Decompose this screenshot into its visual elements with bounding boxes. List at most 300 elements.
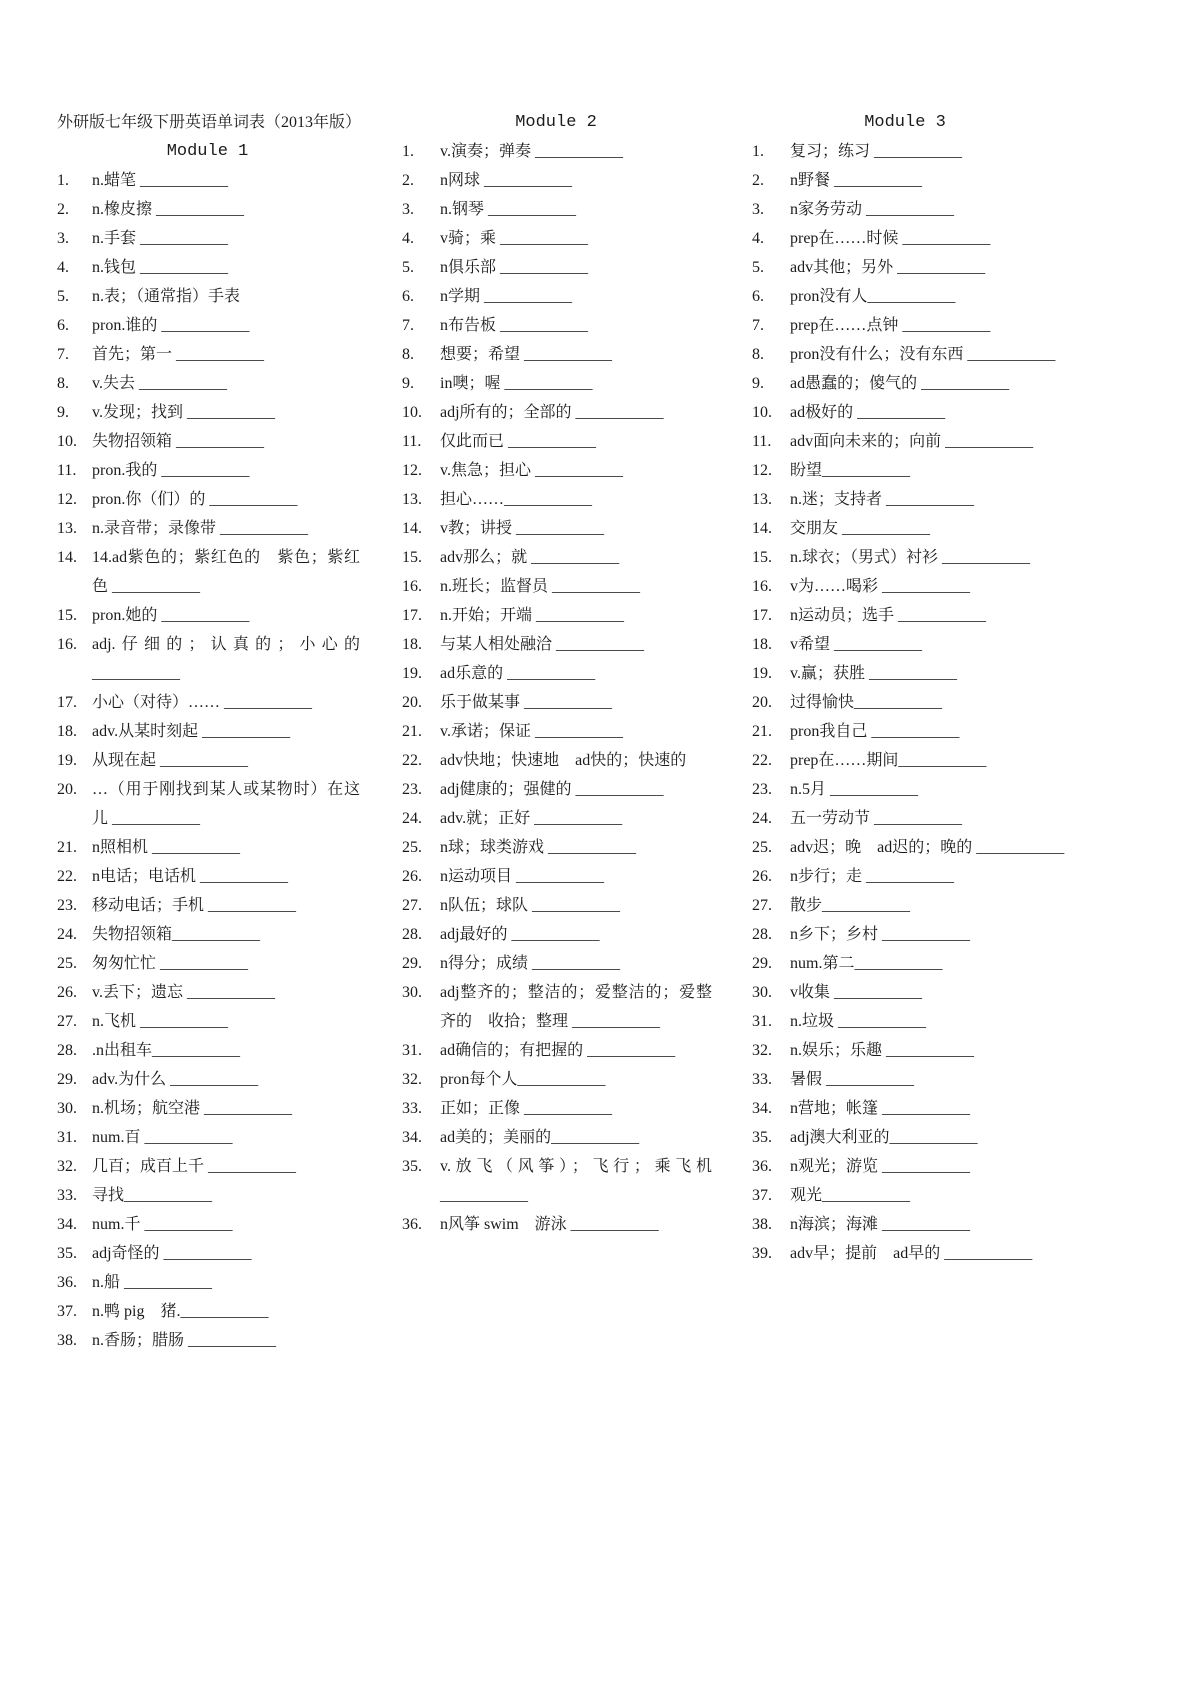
item-text: n.香肠；腊肠 ___________ xyxy=(92,1332,277,1349)
item-number: 2. xyxy=(752,172,764,189)
item-number: 4. xyxy=(752,230,764,247)
word-item xyxy=(750,398,1090,427)
word-item xyxy=(750,1094,1090,1123)
item-number: 23. xyxy=(57,897,77,914)
item-number: 7. xyxy=(402,317,414,334)
item-text: prep在……期间___________ xyxy=(790,752,987,769)
item-number: 17. xyxy=(57,694,77,711)
item-number: 36. xyxy=(752,1158,772,1175)
item-number: 11. xyxy=(402,433,422,450)
item-text: 仅此而已 ___________ xyxy=(440,433,597,450)
word-item xyxy=(55,369,360,398)
word-item xyxy=(400,949,712,978)
item-number: 36. xyxy=(57,1274,77,1291)
item-text: adj奇怪的 ___________ xyxy=(92,1245,252,1262)
item-text: 首先；第一 ___________ xyxy=(92,346,265,363)
item-text: n.录音带；录像带 ___________ xyxy=(92,520,309,537)
item-number: 4. xyxy=(402,230,414,247)
item-number: 6. xyxy=(402,288,414,305)
item-number: 23. xyxy=(752,781,772,798)
item-text: n.鸭 pig 猪.___________ xyxy=(92,1303,269,1320)
item-text: 从现在起 ___________ xyxy=(92,752,249,769)
item-number: 8. xyxy=(402,346,414,363)
item-number: 14. xyxy=(57,549,77,566)
item-text: num.百 ___________ xyxy=(92,1129,233,1146)
item-text: 与某人相处融洽 ___________ xyxy=(440,636,645,653)
word-item xyxy=(750,891,1090,920)
item-number: 21. xyxy=(57,839,77,856)
item-text: n.5月 ___________ xyxy=(790,781,919,798)
item-text: n.表；（通常指）手表 xyxy=(92,288,241,305)
item-text: pron.她的 ___________ xyxy=(92,607,250,624)
word-item xyxy=(55,1036,360,1065)
word-item xyxy=(55,1065,360,1094)
item-text: 正如；正像 ___________ xyxy=(440,1100,613,1117)
word-item xyxy=(55,485,360,514)
word-item xyxy=(750,775,1090,804)
word-item xyxy=(55,1152,360,1181)
item-text: n.蜡笔 ___________ xyxy=(92,172,229,189)
item-number: 26. xyxy=(57,984,77,1001)
item-text: n.娱乐；乐趣 ___________ xyxy=(790,1042,975,1059)
item-text: n网球 ___________ xyxy=(440,172,573,189)
module-heading: Module 2 xyxy=(515,113,597,132)
item-number: 27. xyxy=(402,897,422,914)
word-item xyxy=(55,717,360,746)
item-text: 失物招领箱 ___________ xyxy=(92,433,265,450)
item-text: n.钱包 ___________ xyxy=(92,259,229,276)
item-text: 想要；希望 ___________ xyxy=(440,346,613,363)
item-number: 35. xyxy=(752,1129,772,1146)
item-number: 33. xyxy=(752,1071,772,1088)
item-text: 五一劳动节 ___________ xyxy=(790,810,963,827)
item-text: n家务劳动 ___________ xyxy=(790,201,955,218)
word-item xyxy=(400,1065,712,1094)
item-number: 34. xyxy=(752,1100,772,1117)
word-item xyxy=(750,746,1090,775)
item-number: 31. xyxy=(752,1013,772,1030)
item-number: 28. xyxy=(752,926,772,943)
item-text: pron.谁的 ___________ xyxy=(92,317,250,334)
word-item xyxy=(55,601,360,630)
item-text: n运动员；选手 ___________ xyxy=(790,607,987,624)
word-item xyxy=(750,253,1090,282)
item-number: 31. xyxy=(402,1042,422,1059)
item-number: 12. xyxy=(402,462,422,479)
item-text: ad美的；美丽的___________ xyxy=(440,1129,640,1146)
item-number: 8. xyxy=(752,346,764,363)
word-item xyxy=(400,659,712,688)
item-text: v教；讲授 ___________ xyxy=(440,520,605,537)
item-text: v骑；乘 ___________ xyxy=(440,230,589,247)
item-number: 13. xyxy=(752,491,772,508)
item-text: n.开始；开端 ___________ xyxy=(440,607,625,624)
item-number: 22. xyxy=(752,752,772,769)
module-3-column xyxy=(750,108,1090,1268)
word-item xyxy=(400,804,712,833)
module-1-column xyxy=(55,108,360,1355)
item-text: pron我自己 ___________ xyxy=(790,723,960,740)
item-text: n布告板 ___________ xyxy=(440,317,589,334)
item-text: 过得愉快___________ xyxy=(790,694,943,711)
item-number: 15. xyxy=(752,549,772,566)
item-text: n运动项目 ___________ xyxy=(440,868,605,885)
item-text: 盼望___________ xyxy=(790,462,911,479)
word-item xyxy=(400,340,712,369)
word-item xyxy=(400,1210,712,1239)
item-number: 25. xyxy=(57,955,77,972)
item-text: n观光；游览 ___________ xyxy=(790,1158,971,1175)
word-item xyxy=(400,1094,712,1123)
word-item xyxy=(55,340,360,369)
item-number: 7. xyxy=(752,317,764,334)
item-number: 20. xyxy=(402,694,422,711)
item-number: 3. xyxy=(57,230,69,247)
word-item xyxy=(55,949,360,978)
word-item xyxy=(55,978,360,1007)
item-text: v.焦急；担心 ___________ xyxy=(440,462,623,479)
item-text: in噢；喔 ___________ xyxy=(440,375,593,392)
item-number: 6. xyxy=(57,317,69,334)
item-number: 18. xyxy=(57,723,77,740)
item-number: 22. xyxy=(402,752,422,769)
item-number: 29. xyxy=(752,955,772,972)
item-number: 18. xyxy=(752,636,772,653)
word-item xyxy=(55,398,360,427)
item-text: 散步___________ xyxy=(790,897,911,914)
word-item xyxy=(400,630,712,659)
word-list xyxy=(750,137,1090,1268)
word-item xyxy=(55,833,360,862)
word-item xyxy=(400,572,712,601)
word-item xyxy=(55,1239,360,1268)
item-number: 6. xyxy=(752,288,764,305)
word-item xyxy=(55,282,360,311)
item-text: n.船 ___________ xyxy=(92,1274,213,1291)
item-number: 1. xyxy=(752,143,764,160)
word-item xyxy=(55,1210,360,1239)
item-number: 13. xyxy=(57,520,77,537)
item-text: n步行；走 ___________ xyxy=(790,868,955,885)
item-number: 21. xyxy=(752,723,772,740)
item-number: 16. xyxy=(402,578,422,595)
item-number: 16. xyxy=(752,578,772,595)
item-number: 39. xyxy=(752,1245,772,1262)
item-text: n.迷；支持者 ___________ xyxy=(790,491,975,508)
word-item xyxy=(750,601,1090,630)
item-text: adv其他；另外 ___________ xyxy=(790,259,986,276)
item-number: 38. xyxy=(752,1216,772,1233)
word-item xyxy=(55,166,360,195)
item-number: 32. xyxy=(57,1158,77,1175)
item-text: n.橡皮擦 ___________ xyxy=(92,201,245,218)
item-text: n俱乐部 ___________ xyxy=(440,259,589,276)
item-number: 17. xyxy=(402,607,422,624)
item-number: 35. xyxy=(402,1158,422,1175)
word-item xyxy=(400,427,712,456)
item-text: n照相机 ___________ xyxy=(92,839,241,856)
item-text: 交朋友 ___________ xyxy=(790,520,931,537)
item-number: 34. xyxy=(57,1216,77,1233)
item-number: 20. xyxy=(752,694,772,711)
word-list xyxy=(400,137,712,1239)
word-item xyxy=(400,514,712,543)
item-number: 29. xyxy=(57,1071,77,1088)
document-title: 外研版七年级下册英语单词表（2013年版） xyxy=(57,114,362,131)
item-number: 24. xyxy=(752,810,772,827)
item-text: 移动电话；手机 ___________ xyxy=(92,897,297,914)
item-text: v.丢下；遗忘 ___________ xyxy=(92,984,275,1001)
item-text: v.赢；获胜 ___________ xyxy=(790,665,957,682)
item-number: 12. xyxy=(57,491,77,508)
word-item xyxy=(750,1210,1090,1239)
item-number: 32. xyxy=(402,1071,422,1088)
word-item xyxy=(750,224,1090,253)
item-number: 9. xyxy=(752,375,764,392)
item-number: 26. xyxy=(752,868,772,885)
word-item xyxy=(55,543,360,601)
word-item xyxy=(400,137,712,166)
item-text: n.机场；航空港 ___________ xyxy=(92,1100,293,1117)
word-item xyxy=(750,630,1090,659)
item-text: n乡下；乡村 ___________ xyxy=(790,926,971,943)
item-text: n野餐 ___________ xyxy=(790,172,923,189)
item-number: 14. xyxy=(402,520,422,537)
item-text: v.承诺；保证 ___________ xyxy=(440,723,623,740)
word-item xyxy=(750,804,1090,833)
item-number: 32. xyxy=(752,1042,772,1059)
word-item xyxy=(400,195,712,224)
item-text: v收集 ___________ xyxy=(790,984,923,1001)
word-item xyxy=(400,891,712,920)
word-item xyxy=(400,485,712,514)
word-item xyxy=(55,311,360,340)
item-number: 37. xyxy=(57,1303,77,1320)
item-text: 暑假 ___________ xyxy=(790,1071,915,1088)
word-item xyxy=(750,543,1090,572)
module-heading: Module 1 xyxy=(166,142,249,161)
word-item xyxy=(750,949,1090,978)
word-item xyxy=(400,224,712,253)
item-text: adv.就；正好 ___________ xyxy=(440,810,623,827)
item-text: n.钢琴 ___________ xyxy=(440,201,577,218)
word-item xyxy=(750,862,1090,891)
word-item xyxy=(55,224,360,253)
item-text: adj澳大利亚的___________ xyxy=(790,1129,978,1146)
word-item xyxy=(400,1036,712,1065)
word-item xyxy=(750,485,1090,514)
word-item xyxy=(400,833,712,862)
item-number: 1. xyxy=(57,172,69,189)
item-number: 5. xyxy=(57,288,69,305)
word-item xyxy=(400,601,712,630)
item-text: v希望 ___________ xyxy=(790,636,923,653)
item-number: 9. xyxy=(402,375,414,392)
word-item xyxy=(400,369,712,398)
word-item xyxy=(750,1239,1090,1268)
item-text: 寻找___________ xyxy=(92,1187,213,1204)
item-text: n队伍；球队 ___________ xyxy=(440,897,621,914)
word-item xyxy=(55,1181,360,1210)
item-text: n.球衣；（男式）衬衫 ___________ xyxy=(790,549,1031,566)
word-item xyxy=(750,166,1090,195)
item-number: 31. xyxy=(57,1129,77,1146)
word-item xyxy=(400,282,712,311)
item-text: pron没有人___________ xyxy=(790,288,956,305)
item-text: pron每个人___________ xyxy=(440,1071,606,1088)
word-item xyxy=(55,891,360,920)
word-item xyxy=(400,775,712,804)
word-item xyxy=(400,543,712,572)
item-text: ad极好的 ___________ xyxy=(790,404,946,421)
item-text: 担心……___________ xyxy=(440,491,593,508)
item-text: num.第二___________ xyxy=(790,955,943,972)
item-number: 17. xyxy=(752,607,772,624)
item-number: 15. xyxy=(402,549,422,566)
word-item xyxy=(400,978,712,1036)
item-text: v.失去 ___________ xyxy=(92,375,227,392)
item-number: 35. xyxy=(57,1245,77,1262)
item-number: 28. xyxy=(57,1042,77,1059)
word-item xyxy=(750,978,1090,1007)
item-number: 16. xyxy=(57,636,77,653)
item-text: .n出租车___________ xyxy=(92,1042,241,1059)
word-item xyxy=(400,398,712,427)
word-item xyxy=(55,1326,360,1355)
word-item xyxy=(400,166,712,195)
word-item xyxy=(55,1123,360,1152)
item-text: v.发现；找到 ___________ xyxy=(92,404,275,421)
item-number: 38. xyxy=(57,1332,77,1349)
item-number: 33. xyxy=(57,1187,77,1204)
item-number: 37. xyxy=(752,1187,772,1204)
word-item xyxy=(750,1152,1090,1181)
item-number: 14. xyxy=(752,520,772,537)
item-number: 23. xyxy=(402,781,422,798)
item-text: 匆匆忙忙 ___________ xyxy=(92,955,249,972)
word-item xyxy=(55,1094,360,1123)
word-item xyxy=(400,1123,712,1152)
word-item xyxy=(400,1152,712,1210)
item-number: 11. xyxy=(57,462,77,479)
word-item xyxy=(55,195,360,224)
item-text: 乐于做某事 ___________ xyxy=(440,694,613,711)
item-text: n球；球类游戏 ___________ xyxy=(440,839,637,856)
item-text: n.垃圾 ___________ xyxy=(790,1013,927,1030)
item-text: 小心（对待）…… ___________ xyxy=(92,694,313,711)
item-text: adj.仔细的；认真的；小心的 ___________ xyxy=(92,636,360,682)
word-item xyxy=(400,253,712,282)
item-text: adv面向未来的；向前 ___________ xyxy=(790,433,1034,450)
word-item xyxy=(400,311,712,340)
item-number: 26. xyxy=(402,868,422,885)
item-number: 22. xyxy=(57,868,77,885)
word-item xyxy=(55,775,360,833)
item-text: prep在……点钟 ___________ xyxy=(790,317,991,334)
word-item xyxy=(400,456,712,485)
word-list xyxy=(55,166,360,1355)
item-text: 失物招领箱___________ xyxy=(92,926,261,943)
word-item xyxy=(55,862,360,891)
word-item xyxy=(55,427,360,456)
item-text: ad确信的；有把握的 ___________ xyxy=(440,1042,676,1059)
item-number: 25. xyxy=(752,839,772,856)
item-number: 20. xyxy=(57,781,77,798)
word-item xyxy=(400,746,712,775)
item-number: 27. xyxy=(752,897,772,914)
item-text: 14.ad紫色的；紫红色的 紫色；紫红色 ___________ xyxy=(92,549,360,595)
item-text: ad愚蠢的；傻气的 ___________ xyxy=(790,375,1010,392)
item-number: 25. xyxy=(402,839,422,856)
item-number: 21. xyxy=(402,723,422,740)
item-number: 2. xyxy=(57,201,69,218)
item-text: 几百；成百上千 ___________ xyxy=(92,1158,297,1175)
item-number: 8. xyxy=(57,375,69,392)
item-text: n风筝 swim 游泳 ___________ xyxy=(440,1216,659,1233)
item-number: 33. xyxy=(402,1100,422,1117)
item-number: 7. xyxy=(57,346,69,363)
item-text: adv.为什么 ___________ xyxy=(92,1071,259,1088)
word-item xyxy=(750,1065,1090,1094)
item-number: 24. xyxy=(57,926,77,943)
item-number: 18. xyxy=(402,636,422,653)
item-number: 19. xyxy=(752,665,772,682)
item-number: 10. xyxy=(752,404,772,421)
word-item xyxy=(55,1007,360,1036)
item-number: 30. xyxy=(752,984,772,1001)
item-number: 12. xyxy=(752,462,772,479)
item-text: 观光___________ xyxy=(790,1187,911,1204)
word-item xyxy=(400,920,712,949)
item-text: n海滨；海滩 ___________ xyxy=(790,1216,971,1233)
word-item xyxy=(750,514,1090,543)
word-item xyxy=(400,862,712,891)
item-number: 36. xyxy=(402,1216,422,1233)
item-number: 19. xyxy=(57,752,77,769)
word-item xyxy=(55,1268,360,1297)
item-text: adv.从某时刻起 ___________ xyxy=(92,723,291,740)
item-number: 28. xyxy=(402,926,422,943)
item-text: num.千 ___________ xyxy=(92,1216,233,1233)
item-number: 5. xyxy=(752,259,764,276)
item-text: pron.你（们）的 ___________ xyxy=(92,491,298,508)
item-number: 11. xyxy=(752,433,772,450)
item-text: n.手套 ___________ xyxy=(92,230,229,247)
item-text: v.放飞（风筝）；飞行；乘飞机 ___________ xyxy=(440,1158,712,1204)
item-text: n.班长；监督员 ___________ xyxy=(440,578,641,595)
item-number: 34. xyxy=(402,1129,422,1146)
item-text: n.飞机 ___________ xyxy=(92,1013,229,1030)
item-text: adv迟；晚 ad迟的；晚的 ___________ xyxy=(790,839,1065,856)
word-item xyxy=(55,253,360,282)
item-number: 5. xyxy=(402,259,414,276)
item-text: n电话；电话机 ___________ xyxy=(92,868,289,885)
item-number: 30. xyxy=(402,984,422,1001)
word-item xyxy=(750,311,1090,340)
item-text: n学期 ___________ xyxy=(440,288,573,305)
item-number: 3. xyxy=(402,201,414,218)
word-item xyxy=(750,717,1090,746)
word-item xyxy=(750,659,1090,688)
item-number: 24. xyxy=(402,810,422,827)
word-item xyxy=(55,456,360,485)
item-number: 1. xyxy=(402,143,414,160)
word-item xyxy=(750,1036,1090,1065)
word-item xyxy=(400,688,712,717)
item-text: …（用于刚找到某人或某物时）在这儿 ___________ xyxy=(92,781,360,827)
item-text: adv早；提前 ad早的 ___________ xyxy=(790,1245,1033,1262)
item-text: ad乐意的 ___________ xyxy=(440,665,596,682)
